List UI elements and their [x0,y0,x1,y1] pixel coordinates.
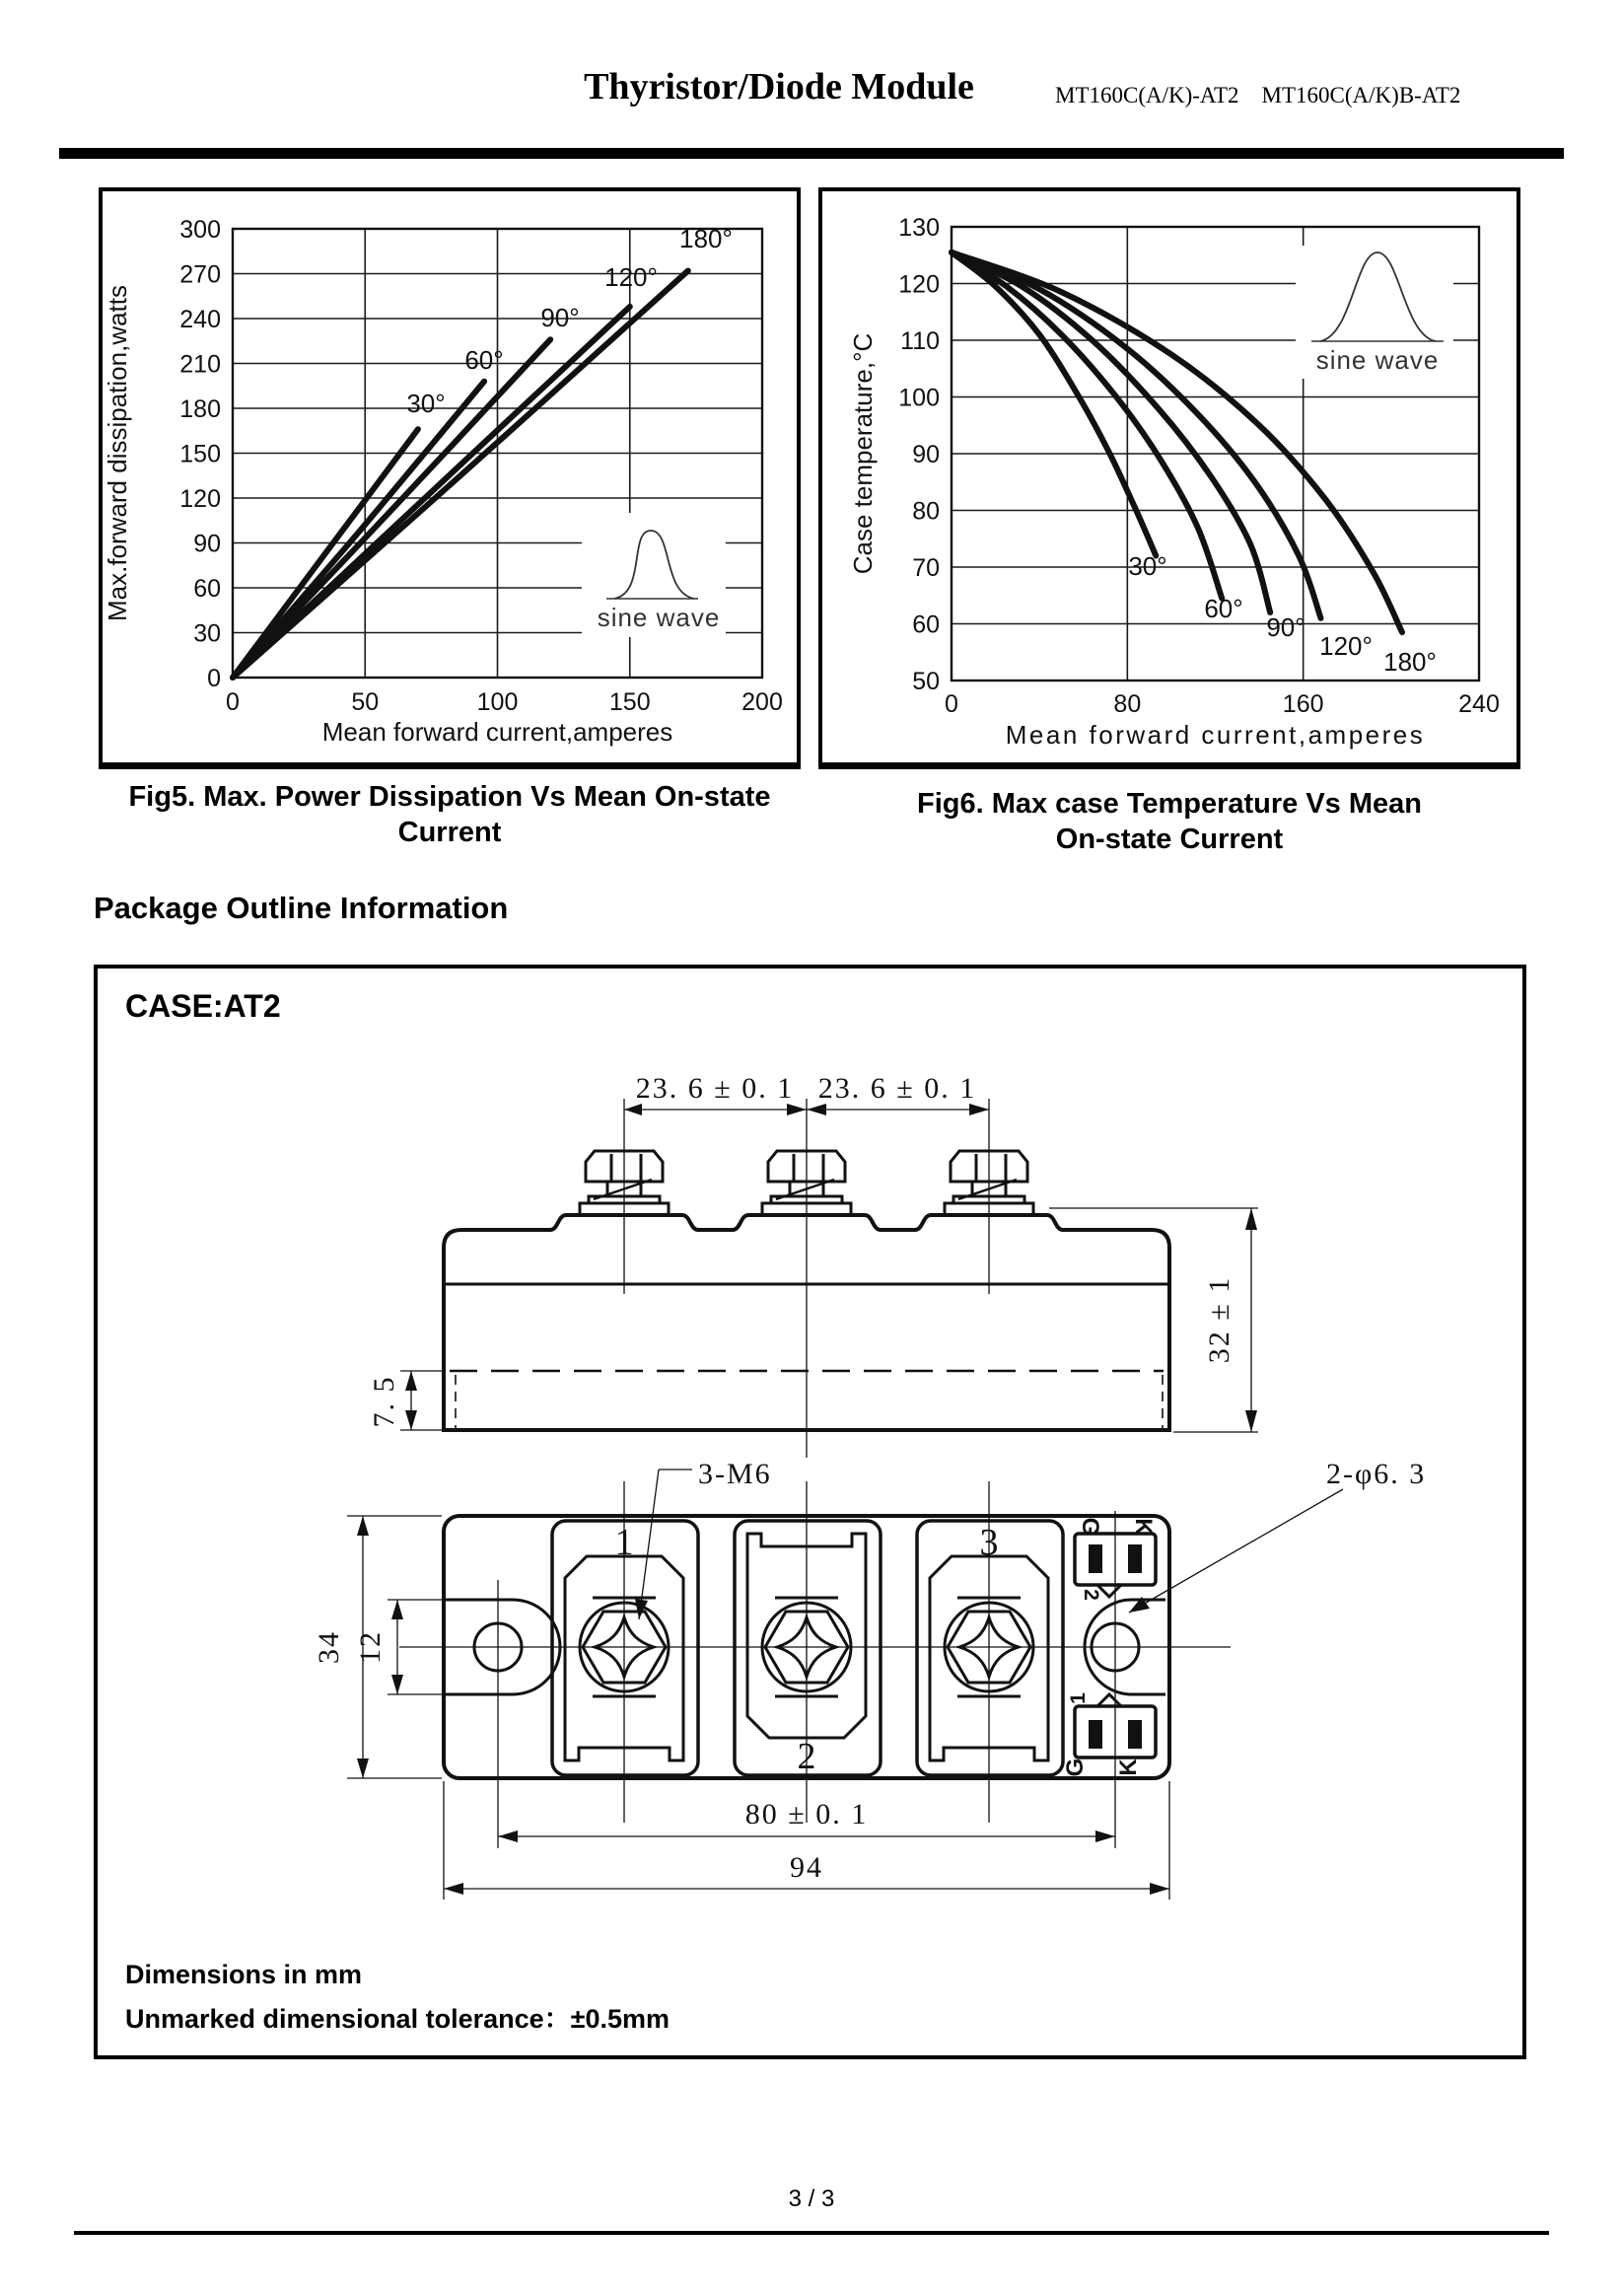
svg-text:90°: 90° [540,303,580,332]
part-number-1: MT160C(A/K)-AT2 [1055,83,1239,108]
fig6-caption-line2: On-state Current [1055,824,1284,855]
case-type-label: CASE:AT2 [125,988,281,1024]
svg-text:50: 50 [912,668,940,695]
svg-text:120°: 120° [604,262,658,292]
svg-text:0: 0 [226,688,240,716]
footer-rule [74,2231,1549,2235]
header-rule [59,148,1564,159]
svg-text:100: 100 [476,688,519,716]
svg-text:270: 270 [179,260,221,289]
fig5-caption-line2: Current [397,817,502,848]
terminal-2-label: 2 [797,1736,816,1777]
cathode-bottom-label: K [1115,1758,1142,1776]
package-drawing [94,965,1526,2059]
part-number-2: MT160C(A/K)B-AT2 [1261,83,1461,108]
svg-text:80: 80 [912,497,940,526]
tolerance-note: Unmarked dimensional tolerance：±0.5mm [125,2004,670,2034]
svg-text:30°: 30° [1128,551,1167,581]
svg-text:300: 300 [179,216,221,244]
page-title: Thyristor/Diode Module [584,66,974,108]
dim-holes: 2-φ6. 3 [1326,1458,1427,1490]
case-outline-box [94,965,1526,2059]
svg-text:100: 100 [898,384,940,412]
svg-text:180: 180 [179,395,221,423]
curve-90° [233,339,550,678]
dim-height: 32 ± 1 [1203,1275,1235,1364]
dimensions-note: Dimensions in mm [125,1960,363,1989]
svg-text:120: 120 [898,270,940,299]
dimension-labels [313,1072,1426,1884]
svg-text:160: 160 [1282,690,1324,718]
fig6-caption-line1: Fig6. Max case Temperature Vs Mean [916,788,1422,820]
svg-text:30: 30 [193,619,221,648]
fig5-chart [103,191,797,762]
svg-text:sine wave: sine wave [597,603,721,632]
gate-bottom-label: G [1062,1758,1089,1777]
svg-text:Mean forward current,amperes: Mean forward current,amperes [321,717,673,747]
svg-text:120°: 120° [1319,631,1373,661]
svg-text:90: 90 [912,441,940,468]
svg-text:sine wave: sine wave [1315,345,1440,375]
dim-slot: 12 [354,1630,387,1664]
curve-30° [233,429,418,678]
svg-text:150: 150 [179,440,221,468]
curve-90° [952,252,1270,612]
part-numbers [1055,83,1548,108]
fig5-caption-line1: Fig5. Max. Power Dissipation Vs Mean On-state [128,781,771,813]
svg-text:Case temperature,°C: Case temperature,°C [848,332,878,575]
part-number-gap [1239,83,1262,108]
aux-bottom-label: 1 [1067,1692,1090,1704]
terminal-1-label: 1 [614,1522,634,1563]
svg-text:240: 240 [1458,690,1500,718]
svg-text:240: 240 [179,306,221,333]
cathode-top-label: K [1130,1518,1157,1536]
svg-text:30°: 30° [406,389,446,418]
svg-text:Mean forward current,amperes: Mean forward current,amperes [1005,720,1426,750]
dim-pitch-2: 23. 6 ± 0. 1 [817,1072,977,1105]
svg-text:60°: 60° [1204,594,1243,623]
svg-text:0: 0 [945,690,958,718]
svg-text:130: 130 [898,214,940,242]
fig6-chart [822,191,1517,762]
svg-text:80: 80 [1113,690,1142,718]
aux-top-label: 2 [1080,1589,1102,1601]
svg-text:60: 60 [912,610,940,639]
terminal-3-label: 3 [979,1522,999,1563]
svg-text:60°: 60° [464,345,504,375]
svg-text:50: 50 [351,688,380,716]
dim-pitch-1: 23. 6 ± 0. 1 [635,1072,795,1105]
svg-text:180°: 180° [679,224,733,253]
svg-text:120: 120 [179,485,221,513]
svg-text:110: 110 [900,327,940,355]
fig5-caption [99,779,801,850]
svg-text:0: 0 [207,665,221,692]
svg-text:Max.forward dissipation,watts: Max.forward dissipation,watts [103,284,132,622]
fig6-caption [818,786,1520,857]
dim-hole-span: 80 ± 0. 1 [744,1798,869,1830]
svg-text:90°: 90° [1266,612,1305,642]
gate-top-label: G [1077,1517,1103,1537]
svg-text:90: 90 [193,530,221,558]
package-outline-heading: Package Outline Information [94,891,509,925]
svg-text:210: 210 [179,350,221,379]
dim-body-height: 34 [313,1630,345,1664]
svg-text:150: 150 [608,688,651,716]
svg-text:200: 200 [741,688,783,716]
dim-thread: 3-M6 [698,1458,772,1490]
svg-text:70: 70 [912,554,940,582]
dim-base-plate: 7. 5 [368,1375,400,1428]
svg-text:180°: 180° [1383,647,1437,677]
fig5-chart-frame [99,187,801,769]
fig6-chart-frame [818,187,1520,769]
dim-width: 94 [790,1851,823,1884]
svg-text:60: 60 [193,575,221,603]
page-number: 3 / 3 [788,2186,835,2212]
